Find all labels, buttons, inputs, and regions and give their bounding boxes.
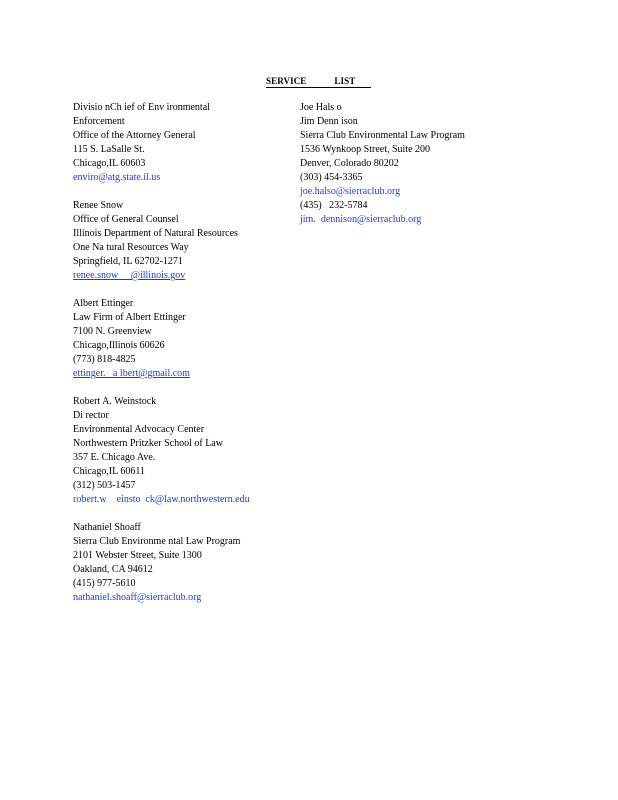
right-column bbox=[300, 101, 540, 241]
address-line: Robert A. Weinstock bbox=[73, 396, 157, 407]
address-line: One Na tural Resources Way bbox=[73, 242, 189, 253]
address-line: Office of General Counsel bbox=[73, 214, 179, 225]
address-line: 1536 Wynkoop Street, Suite 200 bbox=[300, 144, 431, 155]
address-line: (303) 454-3365 bbox=[300, 172, 363, 183]
address-line: 2101 Webster Street, Suite 1300 bbox=[73, 550, 202, 561]
address-line: Jim Denn ison bbox=[300, 116, 358, 127]
address-line: Nathaniel Shoaff bbox=[73, 522, 141, 533]
address-line: (415) 977-5610 bbox=[73, 578, 136, 589]
title-word-service: SERVICE bbox=[266, 76, 307, 86]
email-link[interactable]: nathaniel.shoaff@sierraclub.org bbox=[73, 592, 202, 603]
address-line: (312) 503-1457 bbox=[73, 480, 136, 491]
address-line: Albert Ettinger bbox=[73, 298, 134, 309]
address-line: Joe Hals o bbox=[300, 102, 342, 113]
address-line: Law Firm of Albert Ettinger bbox=[73, 312, 186, 323]
address-line: Renee Snow bbox=[73, 200, 124, 211]
title-word-list: LIST bbox=[334, 76, 356, 86]
address-line: Divisio nCh ief of Env ironmental bbox=[73, 102, 210, 113]
address-line: Illinois Department of Natural Resources bbox=[73, 228, 238, 239]
address-line: Environmental Advocacy Center bbox=[73, 424, 205, 435]
address-line: Springfield, IL 62702-1271 bbox=[73, 256, 183, 267]
email-link[interactable]: joe.halso@sierraclub.org bbox=[300, 186, 401, 197]
address-line: Enforcement bbox=[73, 116, 125, 127]
email-link[interactable]: enviro@atg.state.il.us bbox=[73, 172, 161, 183]
email-link[interactable]: robert.w einsto ck@law.northwestern.edu bbox=[73, 494, 250, 505]
page-title bbox=[266, 76, 371, 88]
address-line: Oakland, CA 94612 bbox=[73, 564, 153, 575]
address-line: (435) 232-5784 bbox=[300, 200, 368, 211]
left-column bbox=[73, 101, 288, 619]
contact-entry-albert-ettinger bbox=[73, 297, 288, 381]
contact-entry-sierra-club-denver bbox=[300, 101, 540, 227]
address-line: 115 S. LaSalle St. bbox=[73, 144, 145, 155]
contact-entry-nathaniel-shoaff bbox=[73, 521, 288, 605]
address-line: Di rector bbox=[73, 410, 109, 421]
address-line: Sierra Club Environme ntal Law Program bbox=[73, 536, 241, 547]
address-line: Office of the Attorney General bbox=[73, 130, 196, 141]
address-line: Northwestern Pritzker School of Law bbox=[73, 438, 223, 449]
contact-entry-epa-enforcement bbox=[73, 101, 288, 185]
address-line: Chicago,IL 60603 bbox=[73, 158, 146, 169]
contact-entry-robert-weinstock bbox=[73, 395, 288, 507]
address-line: (773) 818-4825 bbox=[73, 354, 136, 365]
address-line: Denver, Colorado 80202 bbox=[300, 158, 399, 169]
address-line: 7100 N. Greenview bbox=[73, 326, 152, 337]
address-line: Sierra Club Environmental Law Program bbox=[300, 130, 465, 141]
address-line: 357 E. Chicago Ave. bbox=[73, 452, 156, 463]
email-link[interactable]: renee.snow @illinois.gov bbox=[73, 270, 186, 281]
address-line: Chicago,IL 60611 bbox=[73, 466, 146, 477]
email-link[interactable]: ettinger. a lbert@gmail.com bbox=[73, 368, 190, 379]
email-link[interactable]: jim. dennison@sierraclub.org bbox=[300, 214, 422, 225]
address-line: Chicago,Illinois 60626 bbox=[73, 340, 165, 351]
contact-entry-renee-snow bbox=[73, 199, 288, 283]
